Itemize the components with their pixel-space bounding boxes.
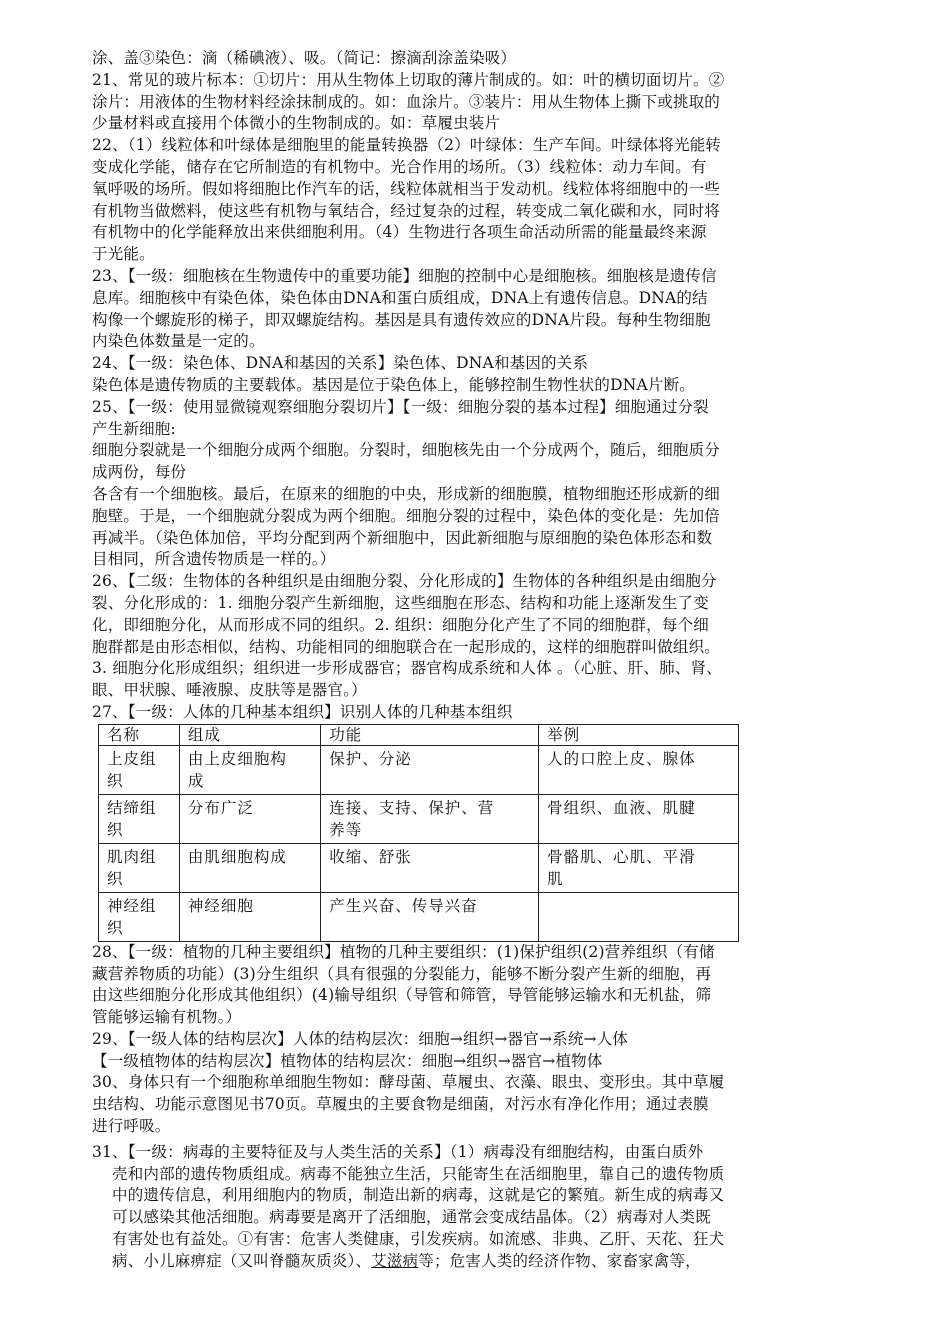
table-cell bbox=[539, 745, 739, 794]
table-cell bbox=[539, 843, 739, 892]
text-line: 再减半。（染色体加倍，平均分配到两个新细胞中，因此新细胞与原细胞的染色体形态和数 bbox=[92, 528, 713, 547]
cell-text: 织 bbox=[107, 820, 124, 839]
text-line: 中的遗传信息，利用细胞内的物质，制造出新的病毒，这就是它的繁殖。新生成的病毒又 bbox=[112, 1186, 725, 1205]
text-line: 31、【一级：病毒的主要特征及与人类生活的关系】（1）病毒没有细胞结构，由蛋白质外 bbox=[92, 1142, 704, 1161]
table-cell bbox=[179, 892, 320, 941]
text-line: 涂片：用液体的生物材料经涂抹制成的。如：血涂片。③装片：用从生物体上撕下或挑取的 bbox=[92, 92, 721, 111]
cell-text: 织 bbox=[107, 918, 124, 937]
cell-text: 织 bbox=[107, 869, 124, 888]
cell-text: 保护、分泌 bbox=[329, 749, 412, 768]
text-line: 管能够运输有机物。） bbox=[92, 1008, 242, 1027]
table-cell bbox=[99, 794, 180, 843]
table-header-cell: 功能 bbox=[321, 724, 539, 745]
table-header-row bbox=[99, 724, 739, 745]
table-header-cell: 举例 bbox=[539, 724, 739, 745]
text-line: 氧呼吸的场所。假如将细胞比作汽车的话，线粒体就相当于发动机。线粒体将细胞中的一些 bbox=[92, 179, 721, 198]
text-line: 由这些细胞分化形成其他组织）(4)输导组织（导管和筛管，导管能够运输水和无机盐，筛 bbox=[92, 986, 712, 1005]
text-line: 化，即细胞分化，从而形成不同的组织。2. 组织：细胞分化产生了不同的细胞群，每个细 bbox=[92, 615, 709, 634]
text-line: 息库。细胞核中有染色体，染色体由DNA和蛋白质组成，DNA上有遗传信息。DNA的结 bbox=[92, 288, 708, 307]
text-line: 26、【二级：生物体的各种组织是由细胞分裂、分化形成的】生物体的各种组织是由细胞分 bbox=[92, 572, 717, 591]
text-line: 胞壁。于是，一个细胞就分裂成为两个细胞。细胞分裂的过程中，染色体的变化是：先加倍 bbox=[92, 506, 721, 525]
table-header-cell: 组成 bbox=[179, 724, 320, 745]
text-line: 23、【一级：细胞核在生物遗传中的重要功能】细胞的控制中心是细胞核。细胞核是遗传信 bbox=[92, 266, 717, 285]
text-line: 30、身体只有一个细胞称单细胞生物如：酵母菌、草履虫、衣藻、眼虫、变形虫。其中草履 bbox=[92, 1073, 725, 1092]
cell-text: 产生兴奋、传导兴奋 bbox=[329, 896, 478, 915]
table-cell bbox=[179, 794, 320, 843]
text-line: 有害处也有益处。①有害：危害人类健康，引发疾病。如流感、非典、乙肝、天花、狂犬 bbox=[112, 1230, 725, 1249]
cell-text: 骨骼肌、心肌、平滑 bbox=[547, 847, 696, 866]
text-line: 染色体是遗传物质的主要载体。基因是位于染色体上，能够控制生物性状的DNA片断。 bbox=[92, 375, 695, 394]
cell-text: 神经细胞 bbox=[187, 896, 254, 915]
cell-text: 收缩、舒张 bbox=[329, 847, 412, 866]
table-cell bbox=[99, 745, 180, 794]
text-line: 构像一个螺旋形的梯子，即双螺旋结构。基因是具有遗传效应的DNA片段。每种生物细胞 bbox=[92, 310, 711, 329]
table-row bbox=[99, 843, 739, 892]
text-line: 3. 细胞分化形成组织；组织进一步形成器官；器官构成系统和人体 。（心脏、肝、肺、肾、 bbox=[92, 659, 722, 678]
text-line: 裂、分化形成的：1. 细胞分裂产生新细胞，这些细胞在形态、结构和功能上逐渐发生了变 bbox=[92, 593, 709, 612]
cell-text: 连接、支持、保护、营 bbox=[329, 798, 495, 817]
table-cell bbox=[539, 892, 739, 941]
table-cell bbox=[321, 794, 539, 843]
text-line: 各含有一个细胞核。最后，在原来的细胞的中央，形成新的细胞膜，植物细胞还形成新的细 bbox=[92, 484, 721, 503]
text-line: 【一级植物体的结构层次】植物体的结构层次：细胞→组织→器官→植物体 bbox=[92, 1051, 603, 1070]
table-header-cell: 名称 bbox=[99, 724, 180, 745]
text-line: 22、（1）线粒体和叶绿体是细胞里的能量转换器（2）叶绿体：生产车间。叶绿体将光能转 bbox=[92, 136, 722, 155]
text-block-bottom bbox=[92, 942, 870, 1138]
text-line: 27、【一级：人体的几种基本组织】识别人体的几种基本组织 bbox=[92, 702, 513, 721]
table-row bbox=[99, 794, 739, 843]
table-cell bbox=[99, 843, 180, 892]
text-segment: 病、小儿麻痹症（又叫脊髓灰质炎）、 bbox=[112, 1251, 372, 1270]
text-line: 有机物当做燃料，使这些有机物与氧结合，经过复杂的过程，转变成二氧化碳和水，同时将 bbox=[92, 201, 721, 220]
table-cell bbox=[321, 843, 539, 892]
cell-text: 由上皮细胞构 bbox=[187, 749, 287, 768]
text-line-31-last bbox=[92, 1251, 870, 1273]
text-line: 可以感染其他活细胞。病毒要是离开了活细胞，通常会变成结晶体。（2）病毒对人类既 bbox=[112, 1208, 711, 1227]
text-line: 28、【一级：植物的几种主要组织】植物的几种主要组织：(1)保护组织(2)营养组织（有储 bbox=[92, 942, 715, 961]
text-block-top bbox=[92, 48, 870, 724]
cell-text: 由肌细胞构成 bbox=[187, 847, 287, 866]
tissue-table bbox=[98, 724, 739, 942]
text-line: 21、常见的玻片标本：①切片：用从生物体上切取的薄片制成的。如：叶的横切面切片。② bbox=[92, 70, 725, 89]
table-row bbox=[99, 892, 739, 941]
cell-text: 骨组织、血液、肌腱 bbox=[547, 798, 696, 817]
cell-text: 结缔组 bbox=[107, 798, 157, 817]
text-line: 内染色体数量是一定的。 bbox=[92, 332, 265, 351]
cell-text: 人的口腔上皮、腺体 bbox=[547, 749, 696, 768]
text-line: 29、【一级人体的结构层次】人体的结构层次：细胞→组织→器官→系统→人体 bbox=[92, 1029, 629, 1048]
text-line: 于光能。 bbox=[92, 245, 155, 264]
text-line: 藏营养物质的功能）(3)分生组织（具有很强的分裂能力，能够不断分裂产生新的细胞，再 bbox=[92, 964, 712, 983]
cell-text: 上皮组 bbox=[107, 749, 157, 768]
text-line: 变成化学能，储存在它所制造的有机物中。光合作用的场所。（3）线粒体：动力车间。有 bbox=[92, 157, 707, 176]
text-block-31 bbox=[92, 1142, 870, 1251]
table-cell bbox=[321, 745, 539, 794]
text-line: 眼、甲状腺、唾液腺、皮肤等是器官。） bbox=[92, 681, 367, 700]
text-segment: 等；危害人类的经济作物、家畜家禽等， bbox=[418, 1251, 701, 1270]
table-cell bbox=[321, 892, 539, 941]
table-cell bbox=[539, 794, 739, 843]
text-line: 胞群都是由形态相似，结构、功能相同的细胞联合在一起形成的，这样的细胞群叫做组织。 bbox=[92, 637, 721, 656]
text-line: 有机物中的化学能释放出来供细胞利用。（4）生物进行各项生命活动所需的能量最终来源 bbox=[92, 223, 707, 242]
table-cell bbox=[179, 843, 320, 892]
text-line: 进行呼吸。 bbox=[92, 1117, 171, 1136]
document-page bbox=[92, 48, 870, 1273]
text-line: 细胞分裂就是一个细胞分成两个细胞。分裂时，细胞核先由一个分成两个，随后，细胞质分 bbox=[92, 441, 721, 460]
table-cell bbox=[179, 745, 320, 794]
text-line: 涂、盖③染色：滴（稀碘液）、吸。（简记：擦滴刮涂盖染吸） bbox=[92, 49, 517, 67]
cell-text: 养等 bbox=[329, 820, 363, 839]
text-line: 24、【一级：染色体、DNA和基因的关系】染色体、DNA和基因的关系 bbox=[92, 354, 589, 373]
cell-text: 神经组 bbox=[107, 896, 157, 915]
table-cell bbox=[99, 892, 180, 941]
text-line: 产生新细胞: bbox=[92, 419, 176, 438]
cell-text: 成 bbox=[187, 771, 205, 790]
text-line: 目相同，所含遗传物质是一样的。） bbox=[92, 550, 336, 569]
cell-text: 织 bbox=[107, 771, 124, 790]
table-row bbox=[99, 745, 739, 794]
cell-text: 分布广泛 bbox=[187, 798, 254, 817]
text-line: 成两份，每份 bbox=[92, 463, 187, 482]
text-line: 25、【一级：使用显微镜观察细胞分裂切片】【一级：细胞分裂的基本过程】细胞通过分裂 bbox=[92, 397, 709, 416]
underlined-term: 艾滋病 bbox=[371, 1251, 419, 1270]
cell-text: 肌肉组 bbox=[107, 847, 157, 866]
text-line: 少量材料或直接用个体微小的生物制成的。如：草履虫装片 bbox=[92, 114, 501, 133]
text-line: 虫结构、功能示意图见书70页。草履虫的主要食物是细菌，对污水有净化作用；通过表膜 bbox=[92, 1095, 709, 1114]
cell-text: 肌 bbox=[547, 869, 564, 888]
text-line: 壳和内部的遗传物质组成。病毒不能独立生活，只能寄生在活细胞里，靠自己的遗传物质 bbox=[112, 1164, 725, 1183]
